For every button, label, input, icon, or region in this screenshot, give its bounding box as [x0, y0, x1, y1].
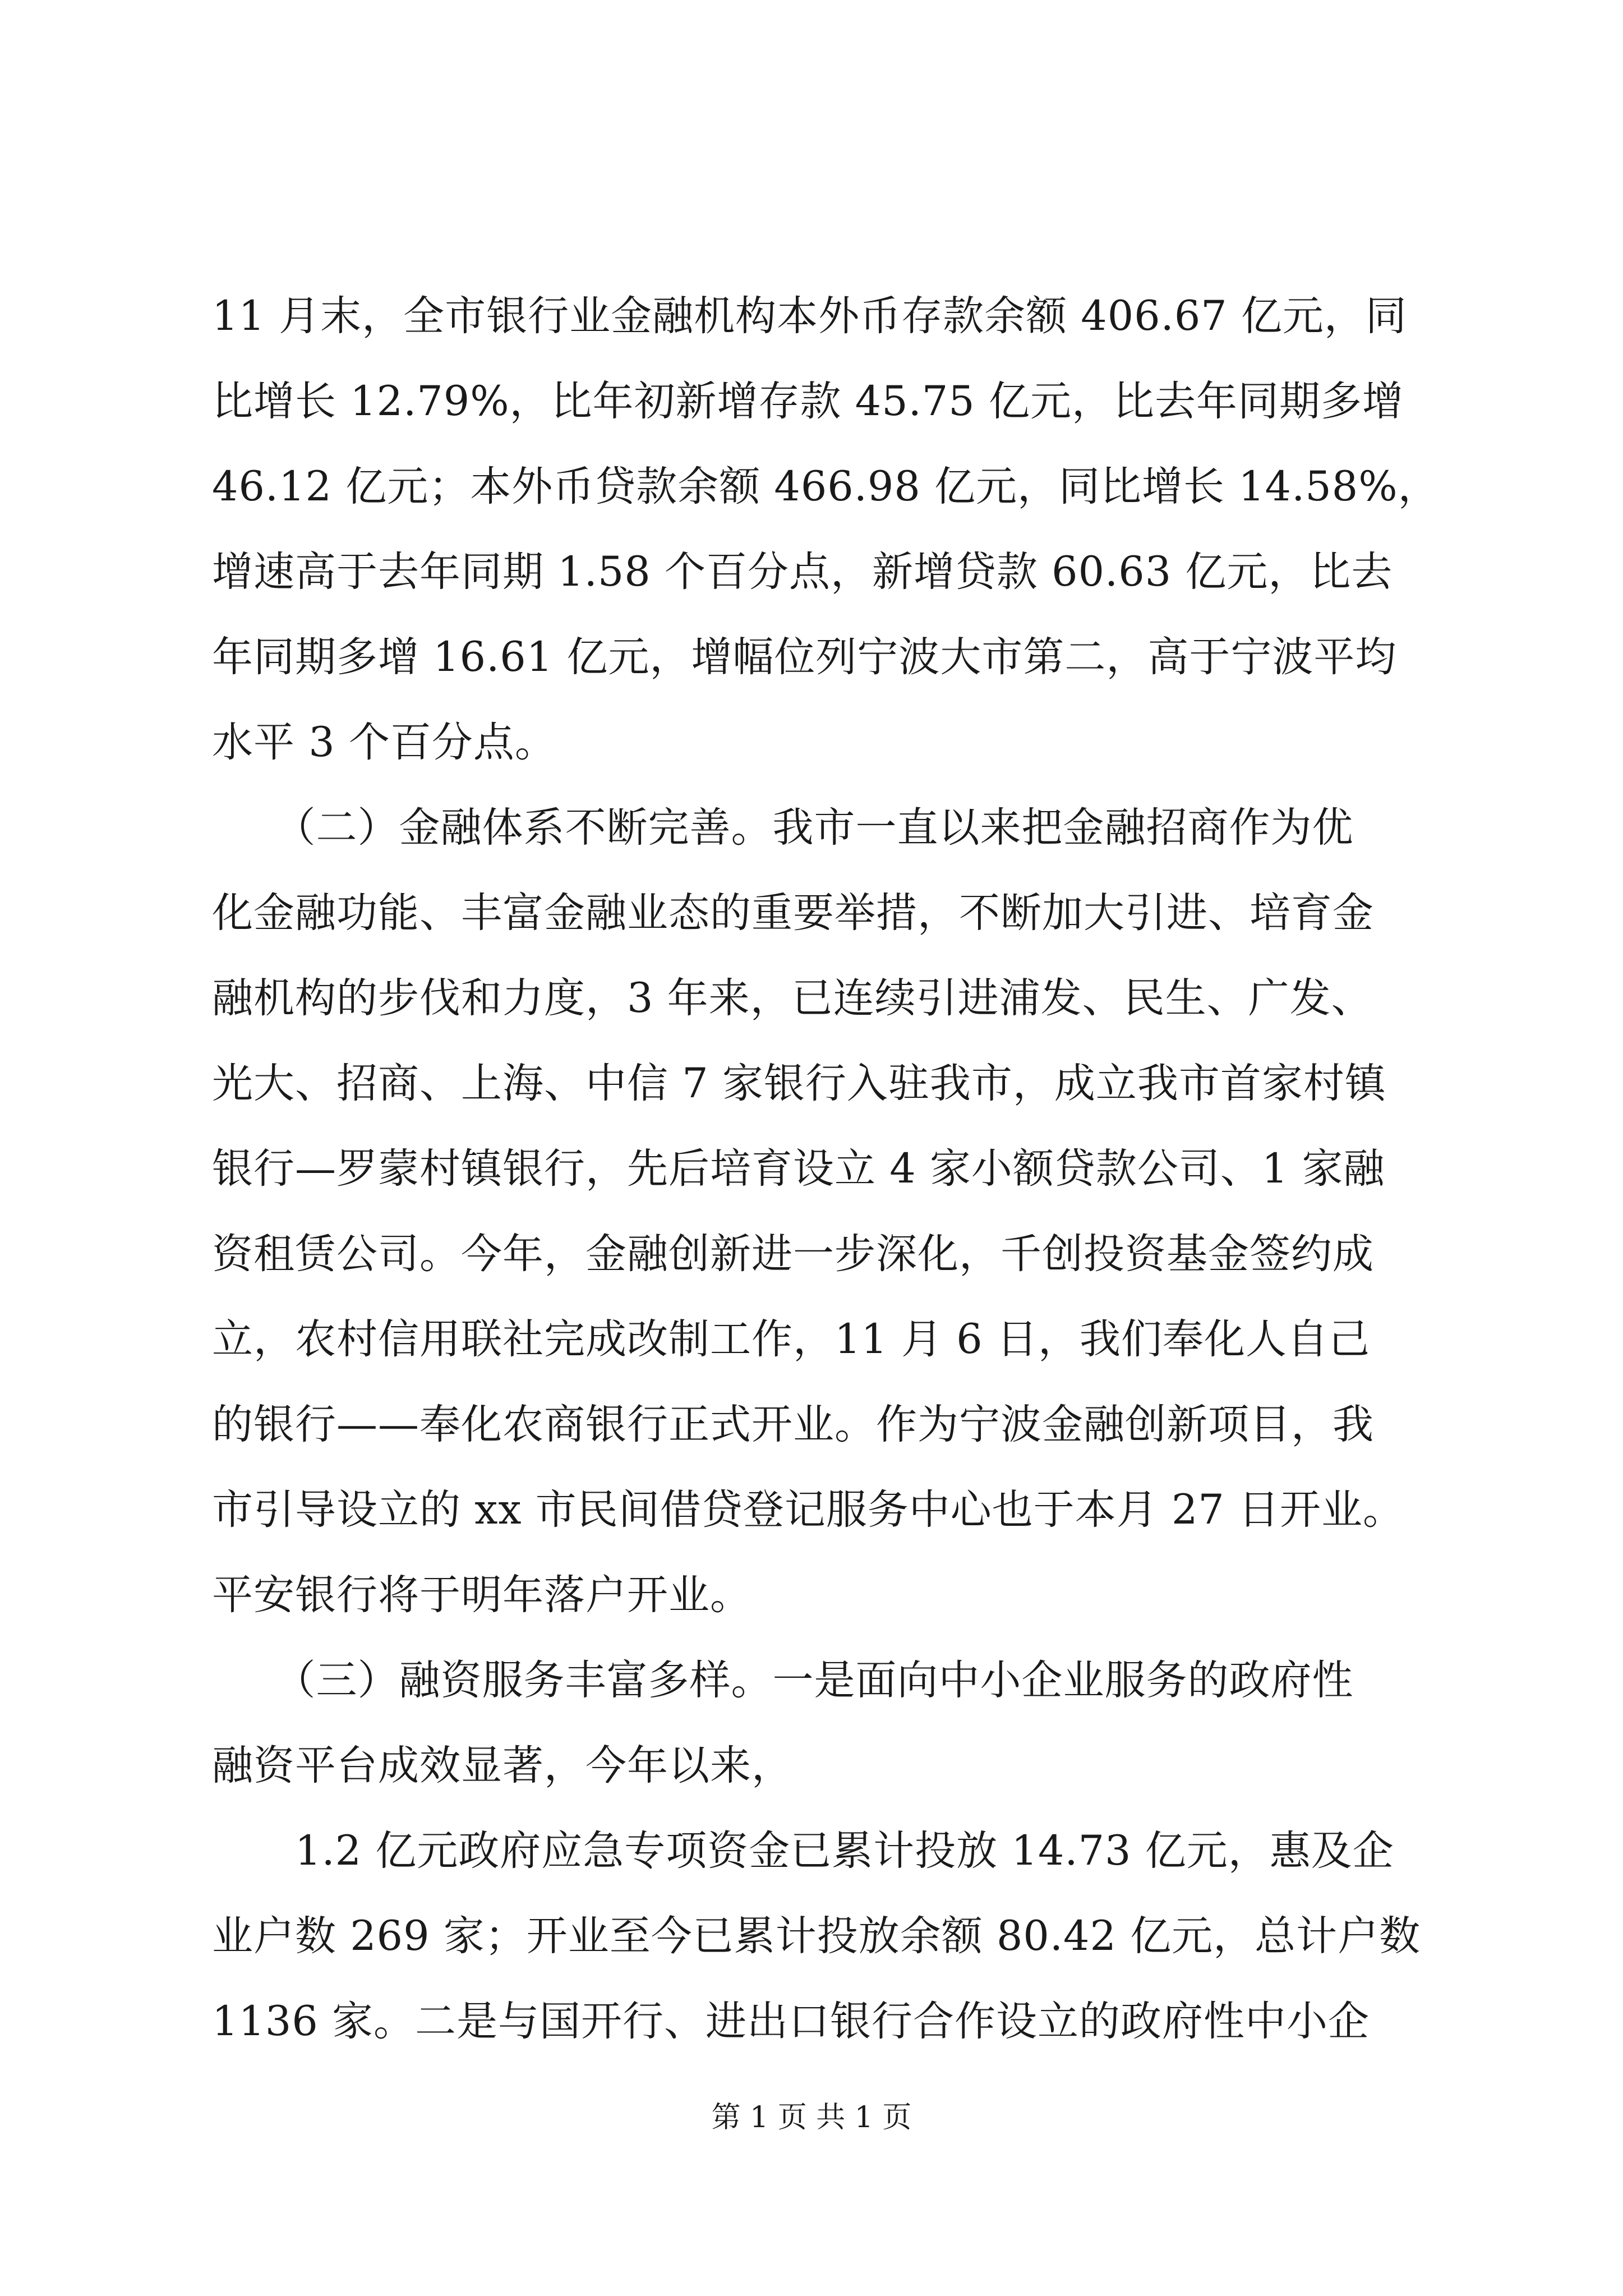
- body-text: [212, 274, 1440, 2064]
- page-footer: 第 1 页 共 1 页: [711, 2101, 912, 2134]
- text-line: 平安银行将于明年落户开业。: [212, 1571, 751, 1619]
- text-line: 银行—罗蒙村镇银行，先后培育设立 4 家小额贷款公司、1 家融: [212, 1145, 1385, 1193]
- text-line: 1.2 亿元政府应急专项资金已累计投放 14.73 亿元，惠及企: [212, 1827, 1394, 1875]
- text-line: 资租赁公司。今年，金融创新进一步深化，千创投资基金签约成: [212, 1230, 1374, 1278]
- text-line: 立，农村信用联社完成改制工作，11 月 6 日，我们奉化人自己: [212, 1315, 1370, 1363]
- text-line: 增速高于去年同期 1.58 个百分点，新增贷款 60.63 亿元，比去: [212, 548, 1393, 596]
- text-line: 化金融功能、丰富金融业态的重要举措，不断加大引进、培育金: [212, 889, 1374, 937]
- text-line: 46.12 亿元；本外币贷款余额 466.98 亿元，同比增长 14.58%，: [212, 463, 1440, 510]
- text-line: 比增长 12.79%，比年初新增存款 45.75 亿元，比去年同期多增: [212, 378, 1404, 425]
- text-line: 光大、招商、上海、中信 7 家银行入驻我市，成立我市首家村镇: [212, 1060, 1386, 1107]
- text-line: 融资平台成效显著，今年以来，: [212, 1742, 793, 1789]
- text-line: 市引导设立的 xx 市民间借贷登记服务中心也于本月 27 日开业。: [212, 1486, 1405, 1534]
- text-line: 1136 家。二是与国开行、进出口银行合作设立的政府性中小企: [212, 1998, 1370, 2045]
- text-line: （二）金融体系不断完善。我市一直以来把金融招商作为优: [212, 804, 1354, 852]
- text-line: 水平 3 个百分点。: [212, 719, 556, 766]
- text-line: 11 月末，全市银行业金融机构本外币存款余额 406.67 亿元，同: [212, 292, 1407, 340]
- text-line: 的银行——奉化农商银行正式开业。作为宁波金融创新项目，我: [212, 1401, 1374, 1448]
- text-line: 年同期多增 16.61 亿元，增幅位列宁波大市第二，高于宁波平均: [212, 633, 1397, 681]
- text-line: 融机构的步伐和力度，3 年来，已连续引进浦发、民生、广发、: [212, 974, 1373, 1022]
- text-line: （三）融资服务丰富多样。一是面向中小企业服务的政府性: [212, 1657, 1354, 1704]
- text-line: 业户数 269 家；开业至今已累计投放余额 80.42 亿元，总计户数: [212, 1912, 1421, 1960]
